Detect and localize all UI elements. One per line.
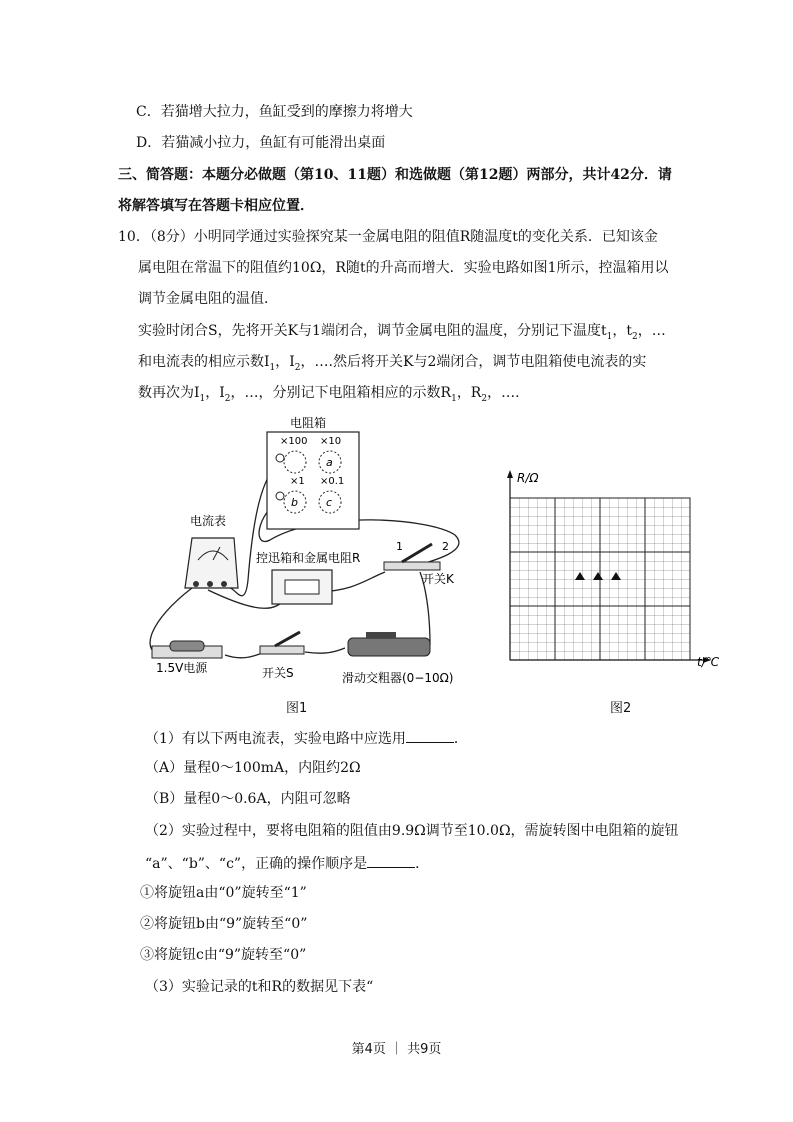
step-2: ②将旋钮b由“9”旋转至“0” bbox=[140, 916, 308, 932]
page-footer: 第4页 ｜ 共9页 bbox=[351, 1042, 442, 1057]
switch-k-terminal-1: 1 bbox=[396, 540, 403, 553]
q10-line6: 数再次为$I_1$，$I_2$，…，分别记下电阻箱相应的示数$R_1$，$R_2$，…. bbox=[138, 385, 520, 404]
dial-x1-label: ×1 bbox=[290, 476, 305, 487]
knob-c-label: c bbox=[326, 496, 333, 509]
figure2-caption: 图2 bbox=[610, 701, 632, 716]
q10-line3: 调节金属电阻的温值． bbox=[138, 291, 278, 307]
terminal-2 bbox=[276, 492, 284, 500]
answer-blank-1[interactable] bbox=[406, 728, 454, 743]
resistance-box-label: 电阻箱 bbox=[290, 416, 327, 430]
dial-x100[interactable] bbox=[284, 451, 306, 473]
option-c: C．若猫增大拉力，鱼缸受到的摩擦力将增大 bbox=[136, 104, 413, 120]
sub-question-1: （1）有以下两电流表，实验电路中应选用 ． bbox=[145, 728, 468, 748]
temp-box-label: 控迅箱和金属电阻R bbox=[256, 551, 361, 565]
switch-k-label: 开关K bbox=[422, 572, 454, 586]
option-d: D．若猫减小拉力，鱼缸有可能滑出桌面 bbox=[136, 135, 386, 151]
knob-a-label: a bbox=[326, 456, 333, 469]
switch-k[interactable] bbox=[384, 562, 440, 570]
answer-blank-2[interactable] bbox=[367, 853, 415, 868]
knob-b-label: b bbox=[291, 496, 298, 509]
ammeter bbox=[185, 538, 238, 588]
dial-x01-label: ×0.1 bbox=[320, 476, 345, 487]
q10-line5: 和电流表的相应示数$I_1$，$I_2$，….然后将开关K与2端闭合，调节电阻箱使电流表的实 bbox=[138, 354, 647, 373]
y-axis-label: R/Ω bbox=[517, 471, 539, 485]
rheostat-label: 滑动交粗器(0−10Ω) bbox=[342, 671, 454, 685]
dial-x100-label: ×100 bbox=[280, 436, 308, 447]
section3-heading-line1: 三、简答题：本题分必做题（第10、11题）和选做题（第12题）两部分，共计42分．请 bbox=[118, 167, 672, 183]
figure2-grid bbox=[495, 468, 730, 678]
terminal-1 bbox=[276, 454, 284, 462]
section3-heading-line2: 将解答填写在答题卡相应位置． bbox=[118, 198, 314, 214]
switch-s-label: 开关S bbox=[262, 666, 294, 680]
dial-x10-label: ×10 bbox=[320, 436, 342, 447]
q10-line1: 10．（8分）小明同学通过实验探究某一金属电阻的阻值R随温度t的变化关系．已知该金 bbox=[118, 229, 658, 245]
power-label: 1.5V电源 bbox=[156, 661, 208, 675]
step-3: ③将旋钮c由“9”旋转至“0” bbox=[140, 947, 307, 963]
q10-line4: 实验时闭合S，先将开关K与1端闭合，调节金属电阻的温度，分别记下温度$t_1$，$t_2$，… bbox=[138, 323, 666, 342]
sub-question-2-line1: （2）实验过程中，要将电阻箱的阻值由9.9Ω调节至10.0Ω，需旋转图中电阻箱的旋钮 bbox=[145, 823, 679, 839]
sub-question-2-line2: “a”、“b”、“c”，正确的操作顺序是 ． bbox=[145, 853, 429, 873]
y-axis-arrow-icon bbox=[507, 470, 513, 478]
figure1-caption: 图1 bbox=[286, 701, 308, 716]
figure1-circuit bbox=[130, 410, 470, 695]
step-1: ①将旋钮a由“0”旋转至“1” bbox=[140, 885, 307, 901]
switch-k-terminal-2: 2 bbox=[442, 540, 449, 553]
option-b: （B）量程0～0.6A，内阻可忽略 bbox=[145, 791, 351, 807]
sub-question-3: （3）实验记录的t和R的数据见下表“ bbox=[145, 979, 374, 995]
ammeter-label: 电流表 bbox=[190, 514, 227, 528]
switch-s[interactable] bbox=[260, 646, 304, 654]
option-a: （A）量程0～100mA，内阻约2Ω bbox=[145, 760, 361, 776]
rheostat[interactable] bbox=[348, 638, 430, 656]
q10-line2: 属电阻在常温下的阻值约10Ω，R随t的升高而增大．实验电路如图1所示，控温箱用以 bbox=[138, 260, 669, 276]
x-axis-label: t/℃ bbox=[697, 655, 720, 669]
